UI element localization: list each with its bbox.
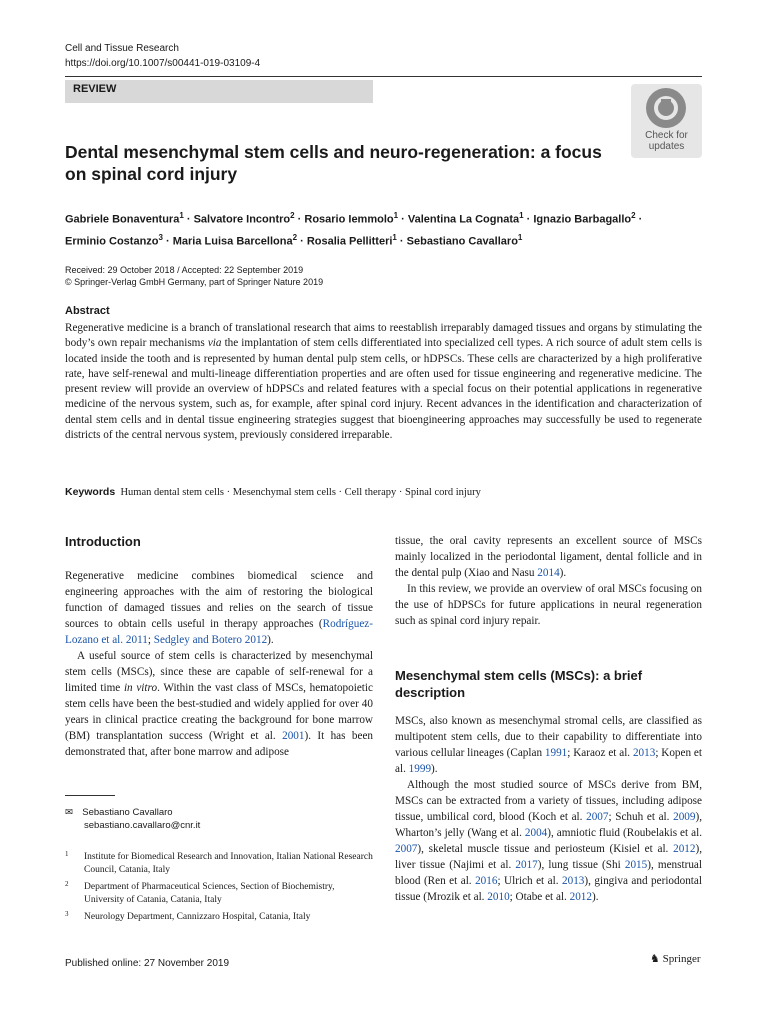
badge-line1: Check for bbox=[645, 130, 688, 141]
author-affiliation: 1 bbox=[519, 211, 524, 220]
citation-link[interactable]: Rodríguez-Lozano et al. 2011 bbox=[65, 618, 373, 646]
author-list bbox=[65, 207, 705, 250]
citation-link[interactable]: 1999 bbox=[408, 763, 432, 775]
author-line-1: Gabriele Bonaventura$^1$ · Salvatore Incontro$^2$ · Rosario Iemmolo$^1$ · Valentina La Cognata$^1$ · Ignazio Barbagallo$^2$ · bbox=[65, 211, 643, 226]
intro-paragraph-2: A useful source of stem cells is characterized by mesenchymal stem cells (MSCs), since these are capable of self-renewal for a limited time in vitro. Within the vast class of MSCs, hematopoietic stem cells have been the best-studied and widely applied for over 40 years in clinical practice creating the background for bone marrow (BM) transplantation success (Wright et al. 2001). It has been demonstrated that, after bone marrow and adipose bbox=[65, 650, 373, 758]
envelope-icon: ✉ bbox=[65, 807, 73, 818]
msc-body bbox=[395, 713, 702, 905]
corresponding-author bbox=[65, 806, 200, 832]
springer-horse-icon: ♞ bbox=[650, 953, 660, 965]
introduction-heading: Introduction bbox=[65, 534, 141, 549]
article-type: REVIEW bbox=[73, 83, 117, 95]
author-name[interactable]: Sebastiano Cavallaro bbox=[406, 235, 518, 248]
intro-paragraph-4: In this review, we provide an overview of oral MSCs focusing on the use of hDPSCs for future applications in neural regeneration such as spinal cord injury repair. bbox=[395, 583, 702, 627]
author-affiliation: 1 bbox=[392, 232, 397, 242]
author-name[interactable]: Rosalia Pellitteri bbox=[306, 235, 393, 248]
author-line-2: Erminio Costanzo$^3$ · Maria Luisa Barcellona$^2$ · Rosalia Pellitteri$^1$ · Sebastiano Cavallaro$^1$ bbox=[65, 232, 523, 248]
citation-link[interactable]: 2014 bbox=[537, 567, 560, 579]
author-affiliation: 3 bbox=[158, 232, 163, 242]
journal-header bbox=[65, 41, 260, 71]
abstract-heading: Abstract bbox=[65, 305, 110, 317]
check-for-updates-badge[interactable] bbox=[631, 84, 702, 158]
publisher-name: Springer bbox=[662, 953, 701, 965]
author-name[interactable]: Erminio Costanzo bbox=[65, 235, 159, 248]
author-name[interactable]: Salvatore Incontro bbox=[193, 213, 291, 226]
springer-logo bbox=[650, 952, 701, 965]
author-affiliation: 2 bbox=[631, 211, 636, 220]
citation-link[interactable]: 2016 bbox=[475, 875, 498, 887]
citation-link[interactable]: 2001 bbox=[282, 730, 305, 742]
contact-email[interactable]: sebastiano.cavallaro@cnr.it bbox=[84, 820, 201, 831]
header-rule bbox=[65, 76, 702, 77]
author-name[interactable]: Valentina La Cognata bbox=[407, 213, 520, 226]
intro-paragraph-1: Regenerative medicine combines biomedical science and engineering approaches with the aim of restoring the biological function of damaged tissues and relies on the search of tissue sources to obtain cells useful in therapy approaches (Rodríguez-Lozano et al. 2011; Sedgley and Botero 2012). bbox=[65, 570, 373, 646]
article-dates bbox=[65, 264, 323, 288]
keywords bbox=[65, 485, 702, 500]
citation-link[interactable]: 2007 bbox=[586, 811, 609, 823]
author-affiliation: 1 bbox=[179, 211, 184, 220]
article-type-bar bbox=[65, 80, 373, 103]
msc-paragraph-2: Although the most studied source of MSCs derive from BM, MSCs can be extracted from a variety of tissues, including adipose tissue, umbilical cord, blood (Koch et al. 2007; Schuh et al. 2009), Wharton’s jelly (Wang et al. 2004), amniotic fluid (Roubelakis et al. 2007), skeletal muscle tissue and periosteum (Kisiel et al. 2012), liver tissue (Najimi et al. 2017), lung tissue (Shi 2015), menstrual blood (Ren et al. 2016; Ulrich et al. 2013), gingiva and periodontal tissue (Mrozik et al. 2010; Otabe et al. 2012). bbox=[395, 779, 702, 903]
citation-link[interactable]: 2012 bbox=[673, 843, 696, 855]
copyright: © Springer-Verlag GmbH Germany, part of Springer Nature 2019 bbox=[65, 277, 324, 287]
author-affiliation: 1 bbox=[517, 232, 523, 242]
intro-paragraph-3: tissue, the oral cavity represents an excellent source of MSCs mainly localized in the periodontal ligament, dental follicle and in the dental pulp (Xiao and Nasu 2014). bbox=[395, 535, 702, 579]
footnote-rule bbox=[65, 795, 115, 796]
author-affiliation: 2 bbox=[290, 211, 295, 220]
citation-link[interactable]: 2009 bbox=[673, 811, 696, 823]
author-name[interactable]: Maria Luisa Barcellona bbox=[172, 235, 293, 248]
citation-link[interactable]: 2013 bbox=[562, 875, 585, 887]
contact-name: Sebastiano Cavallaro bbox=[82, 807, 173, 818]
published-date: Published online: 27 November 2019 bbox=[65, 958, 229, 969]
doi-link[interactable]: https://doi.org/10.1007/s00441-019-03109-4 bbox=[65, 58, 261, 69]
citation-link[interactable]: 2017 bbox=[515, 859, 538, 871]
author-affiliation: 2 bbox=[292, 232, 298, 242]
right-column-intro bbox=[395, 533, 702, 629]
citation-link[interactable]: 2010 bbox=[487, 891, 510, 903]
author-name[interactable]: Gabriele Bonaventura bbox=[65, 213, 180, 226]
badge-line2: updates bbox=[648, 141, 685, 152]
received-accepted: Received: 29 October 2018 / Accepted: 22 September 2019 bbox=[65, 265, 304, 275]
msc-paragraph-1: MSCs, also known as mesenchymal stromal cells, are classified as multipotent stem cells, due to their capability to differentiate into various cellular lineages (Caplan 1991; Karaoz et al. 2013; Kopen et al. 1999). bbox=[395, 715, 702, 775]
keywords-text: Human dental stem cells · Mesenchymal stem cells · Cell therapy · Spinal cord injury bbox=[120, 487, 481, 498]
citation-link[interactable]: Sedgley and Botero 2012 bbox=[153, 634, 268, 646]
abstract-text: Regenerative medicine is a branch of translational research that aims to reestablish irreparably damaged tissues and organs by stimulating the body’s own repair mechanisms via the implantation of stem cells differentiated into specialized cell types. A rich source of adult stem cells is located inside the tooth and is represented by human dental pulp stem cells, or hDPSCs. These cells are characterized by a high proliferative rate, have self-renewal and multi-lineage differentiation properties and are often used for tissue engineering and regenerative medicine. The present review will provide an overview of hDPSCs and related features with a special focus on their potential applications in regenerative medicine of the nervous system, such as, for example, after spinal cord injury. Recent advances in the identification and characterization of dental stem cells and in dental tissue engineering strategies suggest that bioengineering approaches may successfully be used to regenerate districts of the central nervous system, previously considered irreparable. bbox=[65, 322, 702, 442]
introduction-body bbox=[65, 568, 373, 760]
citation-link[interactable]: 2013 bbox=[632, 747, 656, 759]
author-name[interactable]: Rosario Iemmolo bbox=[304, 213, 394, 226]
journal-name: Cell and Tissue Research bbox=[65, 43, 179, 54]
citation-link[interactable]: 1991 bbox=[544, 747, 568, 759]
author-name[interactable]: Ignazio Barbagallo bbox=[533, 213, 632, 226]
check-updates-icon bbox=[646, 88, 686, 128]
citation-link[interactable]: 2007 bbox=[395, 843, 418, 855]
citation-link[interactable]: 2004 bbox=[524, 827, 548, 839]
citation-link[interactable]: 2015 bbox=[624, 859, 648, 871]
keywords-label: Keywords bbox=[65, 486, 116, 498]
author-affiliation: 1 bbox=[393, 211, 399, 220]
article-title: Dental mesenchymal stem cells and neuro-regeneration: a focus on spinal cord injury bbox=[65, 142, 602, 184]
msc-heading: Mesenchymal stem cells (MSCs): a brief description bbox=[395, 668, 643, 700]
citation-link[interactable]: 2012 bbox=[569, 891, 592, 903]
